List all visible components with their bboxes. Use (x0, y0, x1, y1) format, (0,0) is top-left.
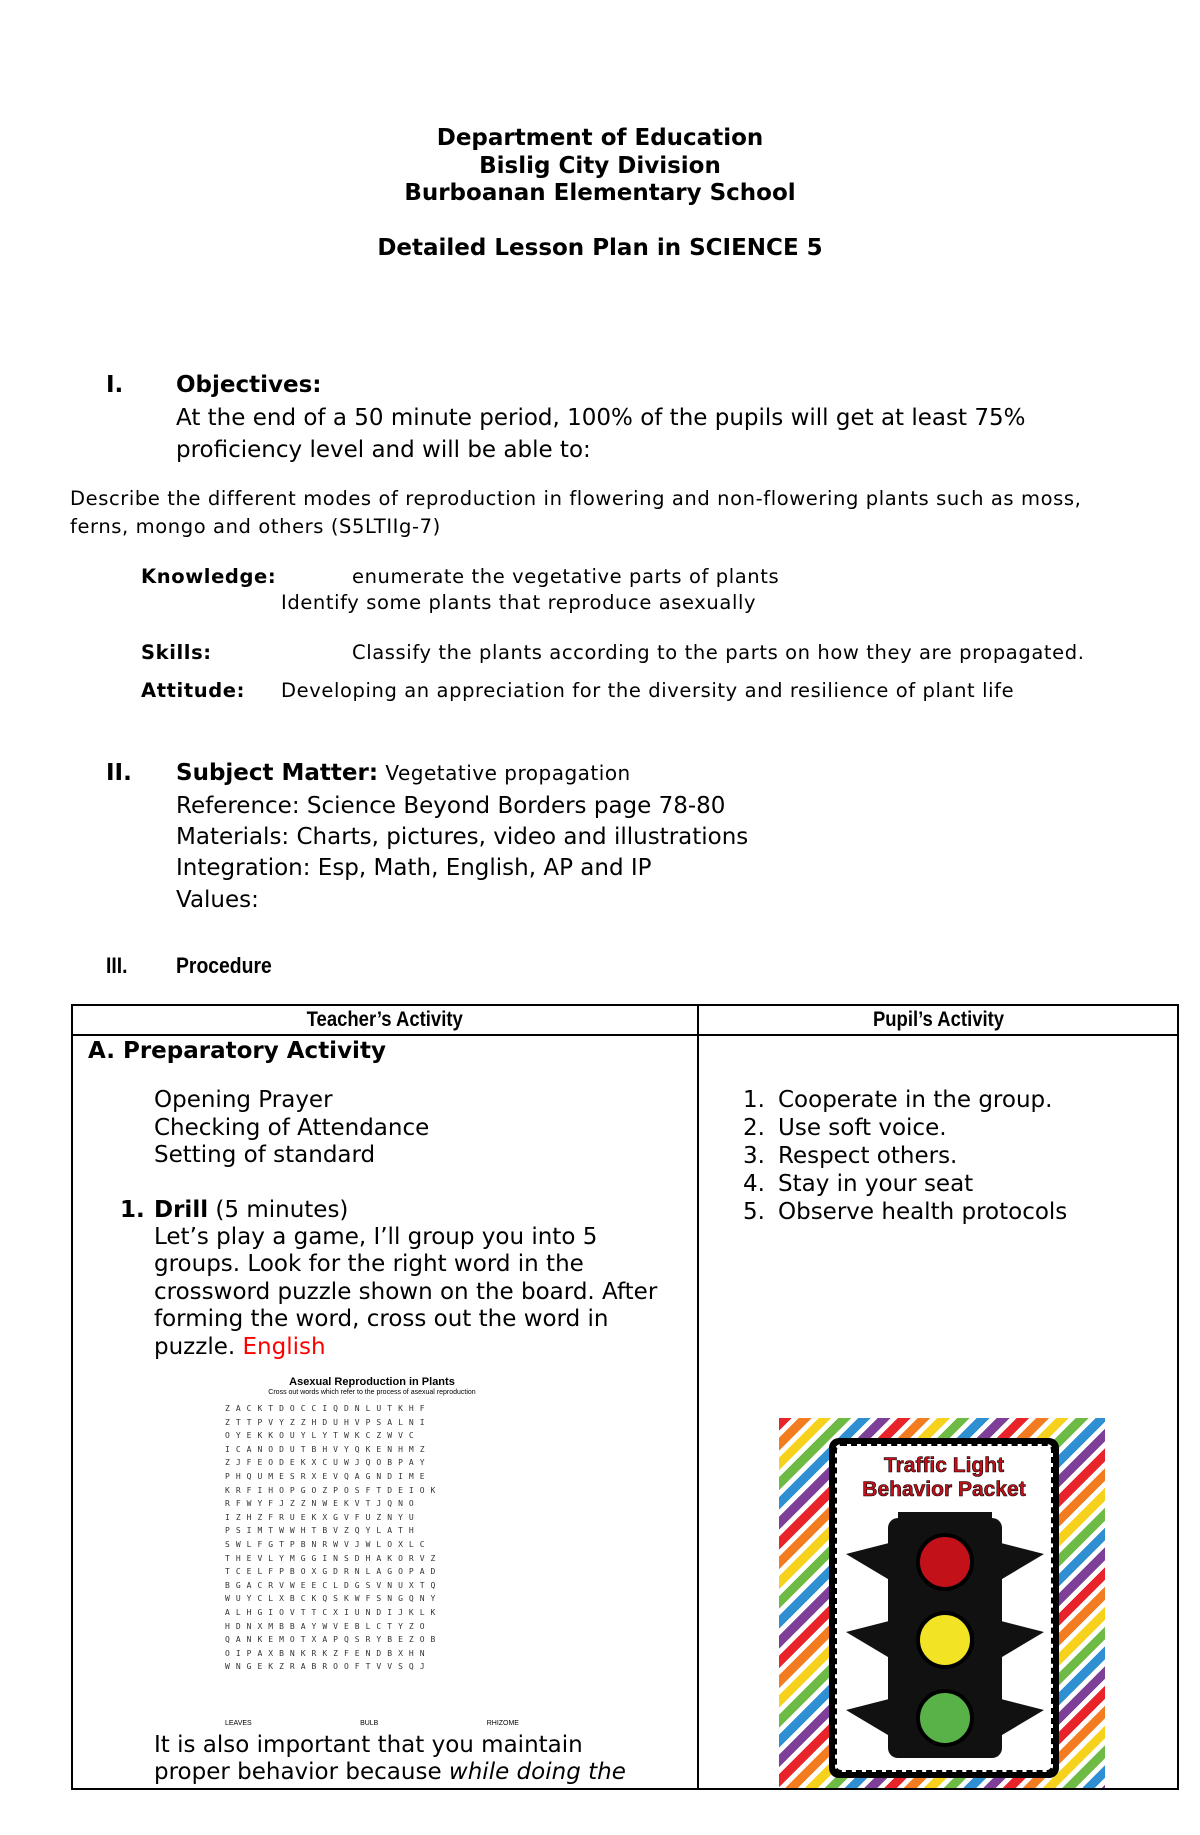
puzzle-row: TCELFPBOXGDRNLAGOPAD (225, 1567, 442, 1577)
puzzle-row: ZTTPVYZZHDUHVPSALNI (225, 1417, 431, 1427)
materials-line: Materials: Charts, pictures, video and illustrations (176, 824, 749, 850)
drill-after-2-normal: proper behavior because (154, 1759, 449, 1785)
puzzle-row: ICANODUTBHVYQKENHMZ (225, 1444, 431, 1454)
traffic-light-poster (779, 1418, 1105, 1788)
puzzle-subtitle: Cross out words which refer to the process of asexual reproduction (268, 1389, 476, 1396)
puzzle-row: THEVLYMGGINSDHAKORVZ (225, 1553, 442, 1563)
puzzle-row: ZJFEODEKXCUWJQOBPAY (225, 1458, 431, 1468)
drill-line-4: forming the word, cross out the word in (154, 1306, 609, 1332)
pupil-activity-cell (698, 1035, 1178, 1789)
puzzle-row: WUYCLXBCKQSKWFSNGQNY (225, 1594, 442, 1604)
values-line: Values: (176, 887, 259, 913)
pupil-column-header: Pupil’s Activity (698, 1005, 1178, 1035)
word-bank-item: BULB (360, 1720, 379, 1727)
drill-line-5-text: puzzle. (154, 1334, 243, 1360)
school-heading: Burboanan Elementary School (404, 180, 796, 206)
puzzle-row: ALHGIOVTTCXIUNDIJKLK (225, 1607, 442, 1617)
drill-time: (5 minutes) (215, 1197, 349, 1223)
opening-prayer: Opening Prayer (154, 1087, 333, 1113)
red-light (918, 1535, 972, 1589)
competency-line-1: Describe the different modes of reproduction in flowering and non-flowering plants such as moss, (70, 487, 1082, 510)
puzzle-row: PHQUMESRXEVQAGNDIME (225, 1471, 431, 1481)
drill-line-5 (154, 1333, 326, 1361)
division-heading: Bislig City Division (479, 153, 721, 179)
poster-title-1: Traffic Light (883, 1454, 1005, 1477)
drill-number: 1. (120, 1197, 145, 1223)
knowledge-item-1: enumerate the vegetative parts of plants (352, 565, 780, 588)
puzzle-row: WNGEKZRABROOFTVVSQJ (225, 1662, 431, 1672)
subject-matter-heading: Subject Matter: (176, 760, 379, 786)
puzzle-grid (225, 1402, 523, 1674)
puzzle-row: ZACKTDOCCIQDNLUTKHF (225, 1404, 431, 1413)
puzzle-row: KRFIHOPGOZPOSFTDEIOK (225, 1485, 442, 1495)
subject-matter-topic: Vegetative propagation (385, 761, 631, 785)
list-item: 2. Use soft voice. (743, 1115, 947, 1141)
knowledge-item-2: Identify some plants that reproduce asexually (281, 591, 757, 614)
drill-label: Drill (154, 1197, 209, 1223)
list-item: 3. Respect others. (743, 1143, 958, 1169)
puzzle-row: QANKEMOTXAPQSRYBEZOB (225, 1635, 442, 1645)
procedure-heading: Procedure (176, 953, 272, 978)
list-item: 4. Stay in your seat (743, 1171, 974, 1197)
objectives-heading: Objectives: (176, 372, 322, 398)
drill-after-line-2 (154, 1758, 626, 1786)
reference-line: Reference: Science Beyond Borders page 78-80 (176, 793, 726, 819)
procedure-table-header (72, 1005, 1178, 1035)
puzzle-title: Asexual Reproduction in Plants (289, 1376, 455, 1388)
puzzle-row: HDNXMBBAYWVEBLCTYZO (225, 1621, 431, 1631)
puzzle-row: RFWYFJZZNWEKVTJQNO (225, 1499, 420, 1509)
puzzle-row: PSIMTWWHTBVZQYLATH (225, 1526, 420, 1536)
skills-label: Skills: (141, 641, 212, 664)
puzzle-row: BGACRVWEECLDGSVNUXTQ (225, 1580, 442, 1590)
puzzle-row: OYEKKOUYLYTWKCZWVC (225, 1431, 420, 1441)
english-subject-tag: English (242, 1334, 326, 1360)
yellow-light (918, 1613, 972, 1667)
attitude-label: Attitude: (141, 679, 246, 702)
checking-attendance: Checking of Attendance (154, 1115, 430, 1141)
department-heading: Department of Education (436, 125, 764, 151)
list-item: 5. Observe health protocols (743, 1199, 1068, 1225)
teacher-column-header: Teacher’s Activity (72, 1005, 698, 1035)
drill-after-line-1: It is also important that you maintain (154, 1732, 583, 1758)
procedure-table (71, 1004, 1179, 1790)
procedure-table-row (72, 1035, 1178, 1789)
poster-frame (829, 1438, 1059, 1778)
attitude-text: Developing an appreciation for the diversity and resilience of plant life (281, 679, 1015, 702)
puzzle-row: OIPAXBNKRKZFENDBXHN (225, 1648, 431, 1658)
puzzle-row: SWLFGTPBNRWVJWLOXLC (225, 1539, 431, 1549)
green-light (918, 1691, 972, 1745)
knowledge-label: Knowledge: (141, 565, 277, 588)
puzzle-row: IZHZFRUEKXGVFUZNYU (225, 1512, 420, 1522)
poster-title-2: Behavior Packet (862, 1478, 1026, 1501)
word-bank-item: RHIZOME (486, 1720, 519, 1727)
drill-after-2-italic: while doing the (448, 1759, 626, 1785)
pupil-standards-list (743, 1086, 1067, 1226)
integration-line: Integration: Esp, Math, English, AP and IP (176, 855, 652, 881)
subject-matter-line (176, 760, 631, 786)
setting-standard: Setting of standard (154, 1142, 376, 1168)
traffic-light-icon (838, 1512, 1052, 1762)
drill-line-2: groups. Look for the right word in the (154, 1251, 584, 1277)
skills-text: Classify the plants according to the parts on how they are propagated. (352, 641, 1085, 664)
drill-heading (154, 1196, 348, 1224)
word-bank-item: LEAVES (225, 1720, 252, 1727)
objectives-numeral: I. (106, 372, 124, 398)
preparatory-activity-heading: A. Preparatory Activity (88, 1038, 386, 1064)
puzzle-word-bank (225, 1720, 519, 1727)
objectives-line-1: At the end of a 50 minute period, 100% of the pupils will get at least 75% (176, 405, 1026, 431)
word-search-puzzle (221, 1370, 523, 1736)
subject-matter-numeral: II. (106, 760, 132, 786)
teacher-activity-cell (72, 1035, 698, 1789)
objectives-line-2: proficiency level and will be able to: (176, 437, 591, 463)
procedure-numeral: III. (106, 953, 128, 978)
lesson-plan-title: Detailed Lesson Plan in SCIENCE 5 (377, 235, 823, 261)
competency-line-2: ferns, mongo and others (S5LTIIg-7) (70, 515, 441, 538)
drill-line-1: Let’s play a game, I’ll group you into 5 (154, 1224, 598, 1250)
drill-line-3: crossword puzzle shown on the board. After (154, 1279, 658, 1305)
list-item: 1. Cooperate in the group. (743, 1087, 1053, 1113)
